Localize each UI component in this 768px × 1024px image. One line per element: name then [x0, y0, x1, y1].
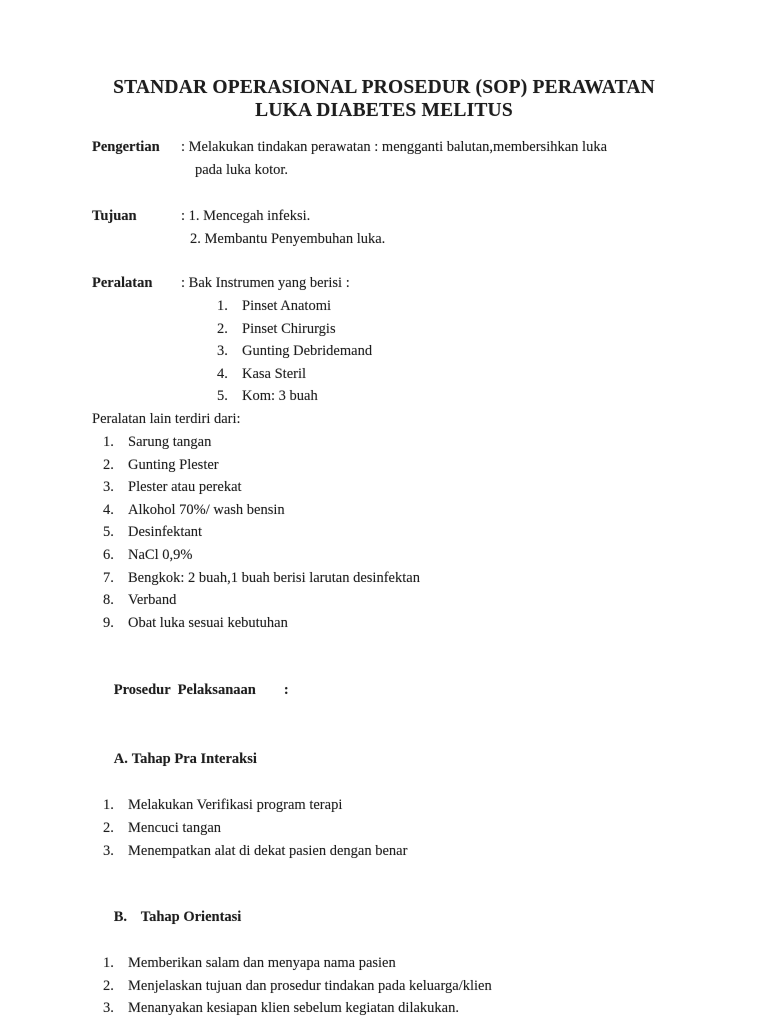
list-item-number: 2. — [103, 977, 114, 994]
definition-row-peralatan — [92, 272, 713, 295]
list-item-text: Sarung tangan — [128, 433, 212, 450]
list-item-text: Menanyakan kesiapan klien sebelum kegiatan dilakukan. — [128, 1000, 459, 1017]
list-item-number: 3. — [103, 842, 114, 859]
document-title — [0, 0, 768, 122]
list-item-text: Pinset Chirurgis — [242, 320, 336, 337]
list-item-text: Gunting Plester — [128, 456, 219, 473]
list-item — [103, 567, 713, 590]
list-item-text: Kom: 3 buah — [242, 388, 318, 405]
list-item-number: 5. — [103, 524, 114, 541]
prosedur-pelaksanaan-heading — [92, 656, 713, 725]
list-item — [103, 544, 713, 567]
bak-instrumen-list — [217, 295, 713, 408]
list-item — [103, 840, 713, 863]
list-item — [217, 318, 713, 341]
section-a-heading — [92, 725, 713, 794]
peralatan-lain-list — [103, 431, 713, 634]
list-item-number: 2. — [217, 320, 228, 337]
list-item — [103, 454, 713, 477]
tujuan-item-1: : 1. Mencegah infeksi. — [181, 208, 311, 224]
pengertian-text-line2: pada luka kotor. — [195, 162, 289, 178]
list-item — [217, 385, 713, 408]
document-title-line2: LUKA DIABETES MELITUS — [255, 100, 513, 121]
list-item-text: Mencuci tangan — [128, 819, 222, 836]
section-a-list — [103, 794, 713, 862]
list-item — [217, 363, 713, 386]
list-item-number: 3. — [103, 479, 114, 496]
list-item — [217, 295, 713, 318]
list-item — [103, 499, 713, 522]
list-item-number: 1. — [103, 433, 114, 450]
list-item-text: Obat luka sesuai kebutuhan — [128, 614, 288, 631]
list-item-text: Kasa Steril — [242, 365, 307, 382]
list-item — [103, 817, 713, 840]
list-item-number: 1. — [217, 298, 228, 314]
tujuan-item-2: 2. Membantu Penyembuhan luka. — [190, 231, 386, 247]
list-item-text: Alkohol 70%/ wash bensin — [128, 501, 285, 518]
list-item-text: Melakukan Verifikasi program terapi — [128, 797, 343, 814]
list-item-number: 7. — [103, 569, 114, 586]
peralatan-lain-intro: Peralatan lain terdiri dari: — [92, 410, 241, 427]
pengertian-body — [181, 136, 713, 182]
list-item — [103, 521, 713, 544]
tujuan-label: Tujuan — [92, 208, 137, 224]
prosedur-heading-colon: : — [283, 682, 289, 699]
list-item-number: 9. — [103, 614, 114, 631]
pengertian-text-line1: : Melakukan tindakan perawatan : mengganti balutan,membersihkan luka — [181, 139, 608, 155]
list-item — [103, 952, 713, 975]
list-item-text: Menjelaskan tujuan dan prosedur tindakan pada keluarga/klien — [128, 977, 492, 994]
list-item — [217, 340, 713, 363]
list-item — [103, 589, 713, 612]
list-item-text: Pinset Anatomi — [242, 298, 332, 314]
list-item-text: Menempatkan alat di dekat pasien dengan benar — [128, 842, 408, 859]
list-item — [103, 612, 713, 635]
section-a-letter: A. — [113, 751, 128, 768]
list-item-number: 1. — [103, 797, 114, 814]
list-item-text: NaCl 0,9% — [128, 546, 193, 563]
list-item-number: 3. — [217, 343, 228, 360]
list-item-number: 2. — [103, 819, 114, 836]
definition-row-tujuan — [92, 205, 713, 251]
section-a-title: Tahap Pra Interaksi — [131, 751, 257, 768]
section-b-title: Tahap Orientasi — [140, 909, 242, 926]
list-item — [103, 431, 713, 454]
section-b-letter: B. — [113, 909, 128, 926]
list-item-number: 4. — [217, 365, 228, 382]
list-item-text: Bengkok: 2 buah,1 buah berisi larutan desinfektan — [128, 569, 420, 586]
list-item-number: 8. — [103, 592, 114, 609]
list-item-text: Verband — [128, 592, 177, 609]
list-item — [103, 476, 713, 499]
document-body — [0, 136, 768, 1020]
list-item-number: 2. — [103, 456, 114, 473]
list-item-text: Desinfektant — [128, 524, 203, 541]
peralatan-label: Peralatan — [92, 275, 153, 291]
list-item-number: 3. — [103, 1000, 114, 1017]
list-item-text: Gunting Debridemand — [242, 343, 373, 360]
document-title-line1: STANDAR OPERASIONAL PROSEDUR (SOP) PERAWATAN — [113, 77, 655, 98]
list-item — [103, 997, 713, 1020]
section-b-list — [103, 952, 713, 1020]
list-item-text: Plester atau perekat — [128, 479, 242, 496]
pengertian-label: Pengertian — [92, 139, 160, 155]
list-item-number: 5. — [217, 388, 228, 405]
list-item-text: Memberikan salam dan menyapa nama pasien — [128, 955, 396, 972]
peralatan-intro: : Bak Instrumen yang berisi : — [181, 275, 350, 291]
section-b-heading — [92, 883, 713, 952]
list-item-number: 4. — [103, 501, 114, 518]
definition-row-pengertian — [92, 136, 713, 182]
list-item — [103, 975, 713, 998]
list-item — [103, 794, 713, 817]
tujuan-body — [181, 205, 713, 251]
list-item-number: 1. — [103, 955, 114, 972]
list-item-number: 6. — [103, 546, 114, 563]
prosedur-heading-text: Prosedur Pelaksanaan — [113, 682, 256, 699]
